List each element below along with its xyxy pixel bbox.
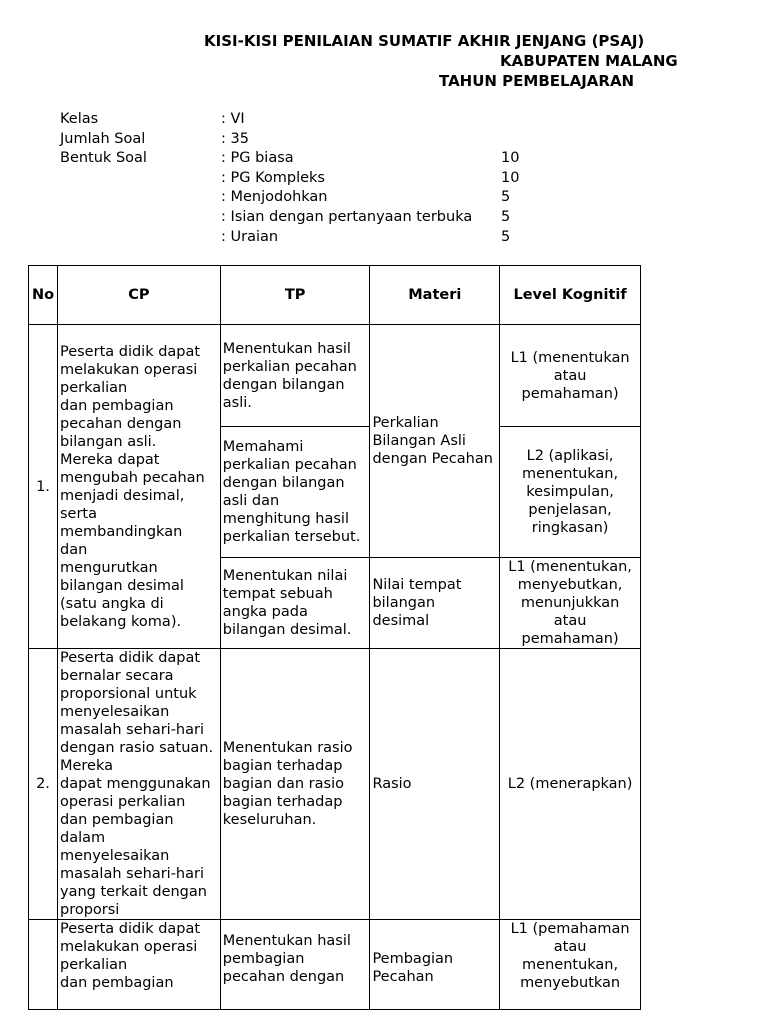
bentuk-item-label: : Uraian (221, 228, 279, 245)
jumlah-label: Jumlah Soal (60, 130, 146, 147)
bentuk-item-label: : Isian dengan pertanyaan terbuka (221, 208, 473, 225)
cp-cell: Peserta didik dapat bernalar secara proporsional untuk menyelesaikan masalah sehari-hari dengan rasio satuan. Mereka dapat menggunakan operasi perkalian dan pembagian dalam menyelesaikan masalah sehari-hari yang terkait dengan proporsi (57, 649, 220, 920)
materi-cell: Perkalian Bilangan Asli dengan Pecahan (370, 325, 500, 558)
materi-cell: Pembagian Pecahan (370, 920, 500, 1010)
tp-cell: Menentukan hasil perkalian pecahan dengan bilangan asli. (220, 325, 370, 427)
materi-cell: Rasio (370, 649, 500, 920)
bentuk-item-label: : PG biasa (221, 150, 294, 167)
column-header-materi: Materi (370, 266, 500, 325)
bentuk-item-count: 5 (501, 189, 511, 206)
level-cell: L1 (menentukan, menyebutkan, menunjukkan atau pemahaman) (500, 558, 641, 649)
row-number: 1. (29, 325, 58, 649)
bentuk-item-count: 10 (501, 150, 520, 167)
materi-cell: Nilai tempat bilangan desimal (370, 558, 500, 649)
bentuk-item-count: 10 (501, 169, 520, 186)
table-row (29, 325, 641, 427)
kelas-value: : VI (221, 111, 245, 127)
tp-cell: Menentukan rasio bagian terhadap bagian dan rasio bagian terhadap keseluruhan. (220, 649, 370, 920)
table-row (29, 649, 641, 920)
level-cell: L1 (pemahaman atau menentukan, menyebutkan (500, 920, 641, 1010)
bentuk-label: Bentuk Soal (60, 150, 147, 167)
row-number: 2. (29, 649, 58, 920)
table-header-row (29, 266, 641, 325)
column-header-tp: TP (220, 266, 370, 325)
bentuk-item-label: : Menjodohkan (221, 189, 328, 206)
cp-cell: Peserta didik dapat melakukan operasi perkalian dan pembagian (57, 920, 220, 1010)
column-header-level: Level Kognitif (500, 266, 641, 325)
table-row (29, 920, 641, 1010)
jumlah-value: : 35 (221, 130, 249, 147)
tp-cell: Menentukan nilai tempat sebuah angka pada bilangan desimal. (220, 558, 370, 649)
tp-cell: Memahami perkalian pecahan dengan bilangan asli dan menghitung hasil perkalian tersebut. (220, 427, 370, 558)
level-cell: L2 (aplikasi, menentukan, kesimpulan, penjelasan, ringkasan) (500, 427, 641, 558)
kisi-kisi-table (28, 265, 641, 1010)
document-title: KISI-KISI PENILAIAN SUMATIF AKHIR JENJANG (PSAJ) (204, 32, 645, 50)
document-region: KABUPATEN MALANG (500, 52, 678, 70)
kelas-label: Kelas (60, 111, 99, 127)
level-cell: L2 (menerapkan) (500, 649, 641, 920)
level-cell: L1 (menentukan atau pemahaman) (500, 325, 641, 427)
cp-cell: Peserta didik dapat melakukan operasi perkalian dan pembagian pecahan dengan bilangan asli. Mereka dapat mengubah pecahan menjadi desimal, serta membandingkan dan mengurutkan bilangan desimal (satu angka di belakang koma). (57, 325, 220, 649)
bentuk-item-count: 5 (501, 228, 511, 245)
document-year: TAHUN PEMBELAJARAN (439, 72, 635, 90)
bentuk-item-label: : PG Kompleks (221, 169, 325, 186)
column-header-cp: CP (57, 266, 220, 325)
tp-cell: Menentukan hasil pembagian pecahan dengan (220, 920, 370, 1010)
bentuk-item-count: 5 (501, 208, 511, 225)
column-header-no: No (29, 266, 58, 325)
row-number (29, 920, 58, 1010)
